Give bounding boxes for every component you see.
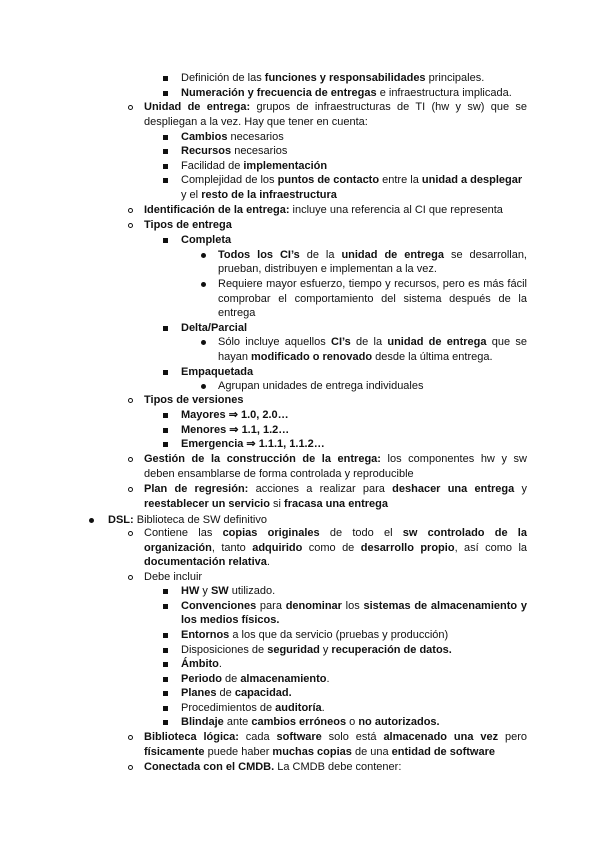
text-line: Tipos de versiones	[144, 394, 244, 406]
text-line: Blindaje ante cambios erróneos o no autorizados.	[181, 716, 440, 728]
text-line: Disposiciones de seguridad y recuperación de datos.	[181, 644, 452, 656]
text-line: Ámbito.	[181, 658, 222, 670]
text-line: Definición de las funciones y responsabilidades principales.	[181, 72, 485, 84]
text-line: los medios físicos.	[181, 614, 280, 626]
square-bullet-icon	[163, 662, 168, 667]
circle-bullet-icon	[128, 223, 133, 228]
text-line: organización, tanto adquirido como de desarrollo propio, así como la	[144, 542, 528, 554]
text-line: Biblioteca lógica: cada software solo está almacenado una vez pero	[144, 731, 527, 743]
circle-bullet-icon	[128, 208, 133, 213]
square-bullet-icon	[163, 164, 168, 169]
text-line: Completa	[181, 234, 232, 246]
text-line: DSL: Biblioteca de SW definitivo	[108, 514, 267, 526]
square-bullet-icon	[163, 589, 168, 594]
text-line: Convenciones para denominar los sistemas de almacenamiento y	[181, 600, 527, 612]
text-line: deben ensamblarse de forma controlada y reproducible	[144, 468, 414, 480]
text-line: Numeración y frecuencia de entregas e infraestructura implicada.	[181, 87, 512, 99]
circle-bullet-icon	[128, 398, 133, 403]
text-line: reestablecer un servicio si fracasa una entrega	[144, 498, 388, 510]
text-line: prueban, distribuyen e implementan a la vez.	[218, 263, 437, 275]
text-line: Delta/Parcial	[181, 322, 248, 334]
text-line: Sólo incluye aquellos CI’s de la unidad de entrega que se	[218, 336, 527, 348]
circle-bullet-icon	[128, 531, 133, 536]
text-line: Recursos necesarios	[181, 145, 288, 157]
text-line: Facilidad de implementación	[181, 160, 328, 172]
square-bullet-icon	[163, 633, 168, 638]
text-line: Empaquetada	[181, 366, 254, 378]
text-line: Tipos de entrega	[144, 219, 232, 231]
text-line: comprobar el comportamiento del sistema después de la	[218, 293, 527, 305]
square-bullet-icon	[163, 442, 168, 447]
square-bullet-icon	[163, 691, 168, 696]
text-line: HW y SW utilizado.	[181, 585, 276, 597]
dot-bullet-icon	[201, 282, 206, 287]
circle-bullet-icon	[128, 735, 133, 740]
dot-bullet-icon	[201, 253, 206, 258]
text-line: físicamente puede haber muchas copias de una entidad de software	[144, 746, 495, 758]
text-line: Conectada con el CMDB. La CMDB debe contener:	[144, 761, 402, 773]
text-line: documentación relativa.	[144, 556, 270, 568]
square-bullet-icon	[163, 604, 168, 609]
text-line: Unidad de entrega: grupos de infraestructuras de TI (hw y sw) que se	[144, 101, 528, 113]
text-line: Debe incluir	[144, 571, 203, 583]
text-line: Agrupan unidades de entrega individuales	[218, 380, 424, 392]
dot-bullet-icon	[89, 518, 94, 523]
text-line: Emergencia ⇒ 1.1.1, 1.1.2…	[181, 438, 325, 450]
square-bullet-icon	[163, 677, 168, 682]
square-bullet-icon	[163, 178, 168, 183]
square-bullet-icon	[163, 135, 168, 140]
circle-bullet-icon	[128, 765, 133, 770]
text-line: Contiene las copias originales de todo el sw controlado de la	[144, 527, 527, 539]
text-line: Periodo de almacenamiento.	[181, 673, 330, 685]
text-line: Menores ⇒ 1.1, 1.2…	[181, 424, 290, 436]
text-line: Cambios necesarios	[181, 131, 284, 143]
text-line: Planes de capacidad.	[181, 687, 292, 699]
circle-bullet-icon	[128, 487, 133, 492]
circle-bullet-icon	[128, 105, 133, 110]
text-line: Todos los CI’s de la unidad de entrega se desarrollan,	[218, 249, 527, 261]
text-line: despliegan a la vez. Hay que tener en cuenta:	[144, 116, 368, 128]
dot-bullet-icon	[201, 340, 206, 345]
text-line: Mayores ⇒ 1.0, 2.0…	[181, 409, 289, 421]
square-bullet-icon	[163, 326, 168, 331]
square-bullet-icon	[163, 413, 168, 418]
square-bullet-icon	[163, 706, 168, 711]
dot-bullet-icon	[201, 384, 206, 389]
text-line: entrega	[218, 307, 256, 319]
square-bullet-icon	[163, 91, 168, 96]
circle-bullet-icon	[128, 575, 133, 580]
square-bullet-icon	[163, 238, 168, 243]
square-bullet-icon	[163, 648, 168, 653]
text-line: Procedimientos de auditoría.	[181, 702, 325, 714]
text-line: Plan de regresión: acciones a realizar para deshacer una entrega y	[144, 483, 527, 495]
text-line: Identificación de la entrega: incluye una referencia al CI que representa	[144, 204, 503, 216]
text-line: y el resto de la infraestructura	[181, 189, 337, 201]
text-line: hayan modificado o renovado desde la última entrega.	[218, 351, 493, 363]
circle-bullet-icon	[128, 457, 133, 462]
text-line: Gestión de la construcción de la entrega: los componentes hw y sw	[144, 453, 527, 465]
square-bullet-icon	[163, 76, 168, 81]
square-bullet-icon	[163, 720, 168, 725]
square-bullet-icon	[163, 370, 168, 375]
square-bullet-icon	[163, 428, 168, 433]
text-line: Entornos a los que da servicio (pruebas y producción)	[181, 629, 449, 641]
text-line: Requiere mayor esfuerzo, tiempo y recursos, pero es más fácil	[218, 278, 527, 290]
text-line: Complejidad de los puntos de contacto entre la unidad a desplegar	[181, 174, 523, 186]
square-bullet-icon	[163, 149, 168, 154]
